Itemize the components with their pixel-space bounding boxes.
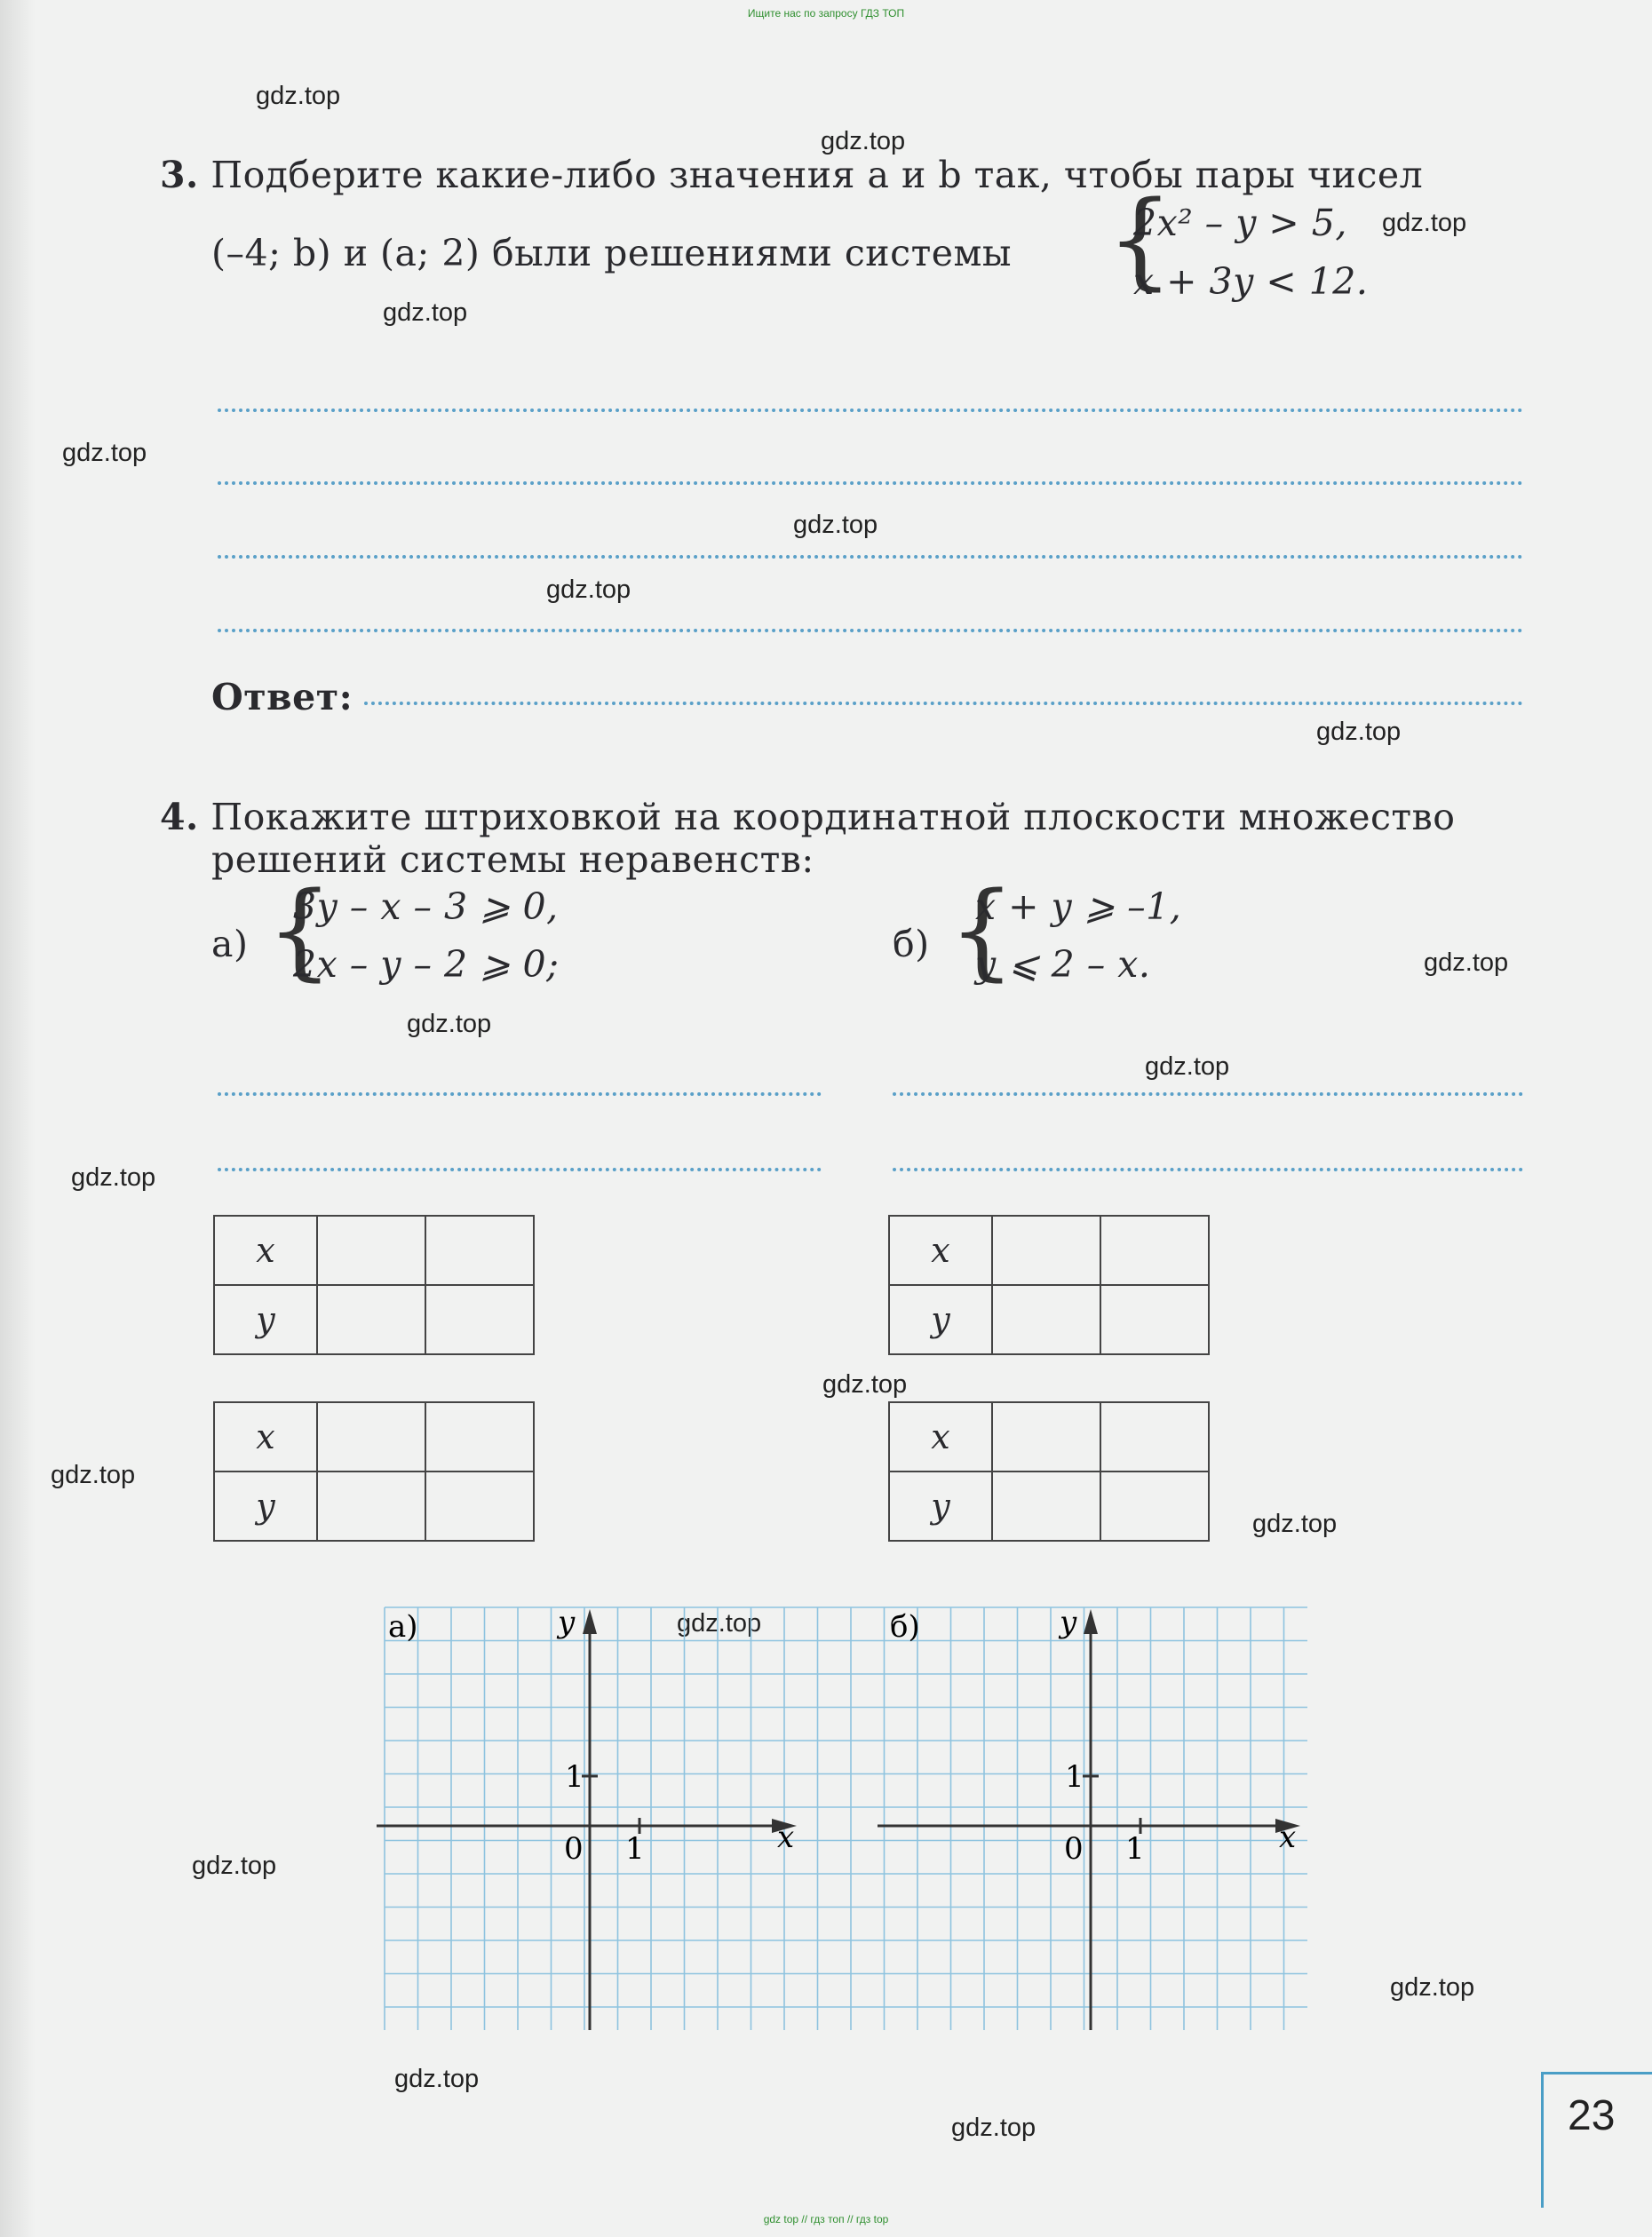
watermark: gdz.top [1252, 1510, 1338, 1538]
task4-b-brace: { [949, 869, 1016, 991]
watermark: gdz.top [383, 298, 468, 327]
axis-y-label-a: y [558, 1605, 576, 1640]
page-number: 23 [1568, 2092, 1616, 2139]
origin-label-a: 0 [564, 1831, 584, 1867]
watermark: gdz.top [1316, 718, 1402, 746]
bottom-banner: gdz top // гдз топ // гдз top [763, 2213, 889, 2225]
task4-a-eq1: 3y – x – 3 ⩾ 0, [293, 885, 559, 928]
origin-label-b: 0 [1064, 1831, 1084, 1867]
watermark: gdz.top [407, 1010, 492, 1038]
table-y-header: y [889, 1285, 992, 1354]
axis-x-label-b: x [1279, 1820, 1297, 1855]
task4-a-brace: { [266, 869, 334, 991]
watermark: gdz.top [1390, 1973, 1475, 2002]
task3-number: 3. [160, 154, 199, 196]
task4-b-label: б) [893, 923, 930, 965]
table-x-header: x [889, 1216, 992, 1285]
grid-lines[interactable] [385, 1607, 1307, 2030]
watermark: gdz.top [62, 439, 147, 467]
task3-eq2: x + 3y < 12. [1133, 260, 1369, 303]
watermark: gdz.top [822, 1370, 908, 1399]
task3-eq1: 2x² – y > 5, [1133, 202, 1347, 244]
x-unit-label-b: 1 [1125, 1831, 1145, 1867]
watermark: gdz.top [1424, 948, 1509, 977]
axes [377, 1609, 1300, 2030]
watermark: gdz.top [677, 1609, 762, 1638]
watermark: gdz.top [951, 2114, 1036, 2142]
grid-b-y-arrow [1084, 1609, 1098, 1634]
task3-text-line2: (–4; b) и (a; 2) были решениями системы [211, 232, 1013, 274]
top-banner: Ищите нас по запросу ГДЗ ТОП [747, 7, 905, 20]
table-x-header: x [214, 1216, 317, 1285]
watermark: gdz.top [394, 2065, 480, 2093]
task4-b-eq1: x + y ⩾ –1, [975, 885, 1182, 928]
axis-y-label-b: y [1060, 1605, 1077, 1640]
table-y-header: y [214, 1285, 317, 1354]
table-y-header: y [214, 1472, 317, 1541]
task3-text-line1: Подберите какие-либо значения a и b так, чтобы пары чисел [210, 154, 1424, 196]
y-unit-label-a: 1 [565, 1759, 584, 1795]
y-unit-label-b: 1 [1065, 1759, 1084, 1795]
watermark: gdz.top [1382, 209, 1467, 237]
watermark: gdz.top [546, 575, 631, 604]
watermark: gdz.top [793, 511, 878, 539]
task4-text-line2: решений системы неравенств: [211, 838, 814, 881]
answer-label: Ответ: [211, 676, 353, 718]
grid-b-label: б) [890, 1609, 920, 1645]
task4-text-line1: Покажите штриховкой на координатной плоскости множество [210, 796, 1456, 838]
task3-brace: { [1107, 178, 1174, 300]
watermark: gdz.top [1145, 1052, 1230, 1081]
x-unit-label-a: 1 [625, 1831, 645, 1867]
task4-a-eq2: 2x – y – 2 ⩾ 0; [293, 943, 560, 986]
table-y-header: y [889, 1472, 992, 1541]
watermark: gdz.top [51, 1461, 136, 1489]
task4-b-eq2: y ⩽ 2 – x. [975, 943, 1151, 986]
grid-a-label: а) [388, 1609, 418, 1645]
watermark: gdz.top [256, 82, 341, 110]
table-x-header: x [214, 1402, 317, 1472]
watermark: gdz.top [821, 127, 906, 155]
axis-x-label-a: x [777, 1820, 795, 1855]
watermark: gdz.top [71, 1163, 156, 1192]
task4-number: 4. [160, 796, 199, 838]
table-x-header: x [889, 1402, 992, 1472]
task4-a-label: а) [211, 923, 249, 965]
watermark: gdz.top [192, 1852, 277, 1880]
